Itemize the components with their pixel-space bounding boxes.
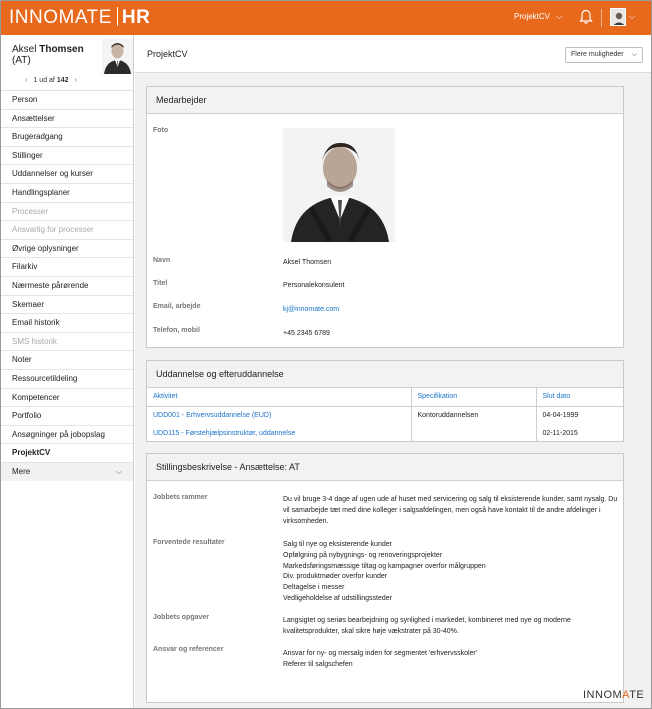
chevron-right-icon[interactable]: › — [74, 77, 77, 84]
sidebar-item-label: Skemaer — [12, 299, 45, 309]
sidebar-item-uddannelser[interactable] — [1, 165, 133, 184]
employee-card — [146, 86, 624, 348]
logo-separator — [117, 7, 118, 26]
sidebar-item-label: Email historik — [12, 318, 60, 328]
sidebar-item-label: Øvrige oplysninger — [12, 243, 79, 253]
logo-hr: HR — [121, 7, 151, 28]
footer-logo-part: INNOM — [583, 689, 623, 701]
sidebar-item-email-historik[interactable] — [1, 314, 133, 333]
sidebar-item-person[interactable] — [1, 91, 133, 110]
more-options-label: Flere muligheder — [571, 51, 624, 58]
title-value: Personalekonsulent — [283, 282, 345, 289]
sidebar — [1, 35, 134, 708]
sidebar-item-label: SMS historik — [12, 336, 57, 346]
spec-cell — [411, 424, 536, 442]
sidebar-item-portfolio[interactable] — [1, 407, 133, 426]
table-row — [147, 424, 623, 442]
column-header-activity[interactable]: Aktivitet — [147, 388, 411, 406]
sidebar-item-filarkiv[interactable] — [1, 258, 133, 277]
sidebar-item-handlingsplaner[interactable] — [1, 184, 133, 203]
job-description-card — [146, 453, 624, 703]
sidebar-item-skemaer[interactable] — [1, 296, 133, 315]
sidebar-nav — [1, 91, 133, 481]
name-value: Aksel Thomsen — [283, 259, 332, 266]
education-card-heading: Uddannelse og efteruddannelse — [147, 361, 623, 388]
footer-logo-part: TE — [629, 689, 645, 701]
sidebar-item-ansoegninger[interactable] — [1, 426, 133, 445]
sidebar-item-label: Stillinger — [12, 150, 43, 160]
bell-icon[interactable] — [579, 9, 593, 25]
main-header — [135, 35, 651, 73]
list-item: Salg til nye og eksisterende kunder — [283, 541, 392, 548]
sidebar-item-brugeradgang[interactable] — [1, 128, 133, 147]
sidebar-item-oevrige-oplysninger[interactable] — [1, 240, 133, 259]
page-title: ProjektCV — [147, 49, 188, 59]
chevron-down-icon: ⌵ — [556, 12, 563, 21]
title-label: Titel — [153, 280, 168, 287]
app-logo[interactable] — [9, 6, 150, 30]
column-header-specification[interactable]: Specifikation — [411, 388, 536, 406]
table-row — [147, 406, 623, 424]
sidebar-item-ansaettelser[interactable] — [1, 110, 133, 129]
name-label: Navn — [153, 257, 171, 264]
chevron-left-icon[interactable]: ‹ — [25, 77, 28, 84]
sidebar-item-label: Ansvarlig for processer — [12, 225, 94, 235]
initials: (AT) — [12, 55, 31, 66]
sidebar-item-kompetencer[interactable] — [1, 389, 133, 408]
sidebar-item-label: Uddannelser og kurser — [12, 169, 93, 179]
top-divider — [601, 9, 602, 27]
responsibility-label: Ansvar og referencer — [153, 646, 224, 653]
results-list — [283, 540, 621, 605]
activity-link[interactable]: UDD115 - Førstehjælpsinstruktør, uddannelse — [153, 429, 296, 437]
user-avatar[interactable] — [610, 8, 626, 26]
list-item: Deltagelse i messer — [283, 584, 345, 592]
first-name: Aksel — [12, 44, 37, 55]
pager-text: 1 ud af — [33, 77, 55, 84]
footer-logo — [583, 689, 644, 701]
education-card — [146, 360, 624, 442]
tasks-label: Jobbets opgaver — [153, 614, 210, 621]
sidebar-item-label: Kompetencer — [12, 392, 60, 402]
sidebar-item-ressourcetildeling[interactable] — [1, 370, 133, 389]
sidebar-item-label: Ressourcetildeling — [12, 373, 78, 383]
sidebar-item-label: Nærmeste pårørende — [12, 280, 89, 290]
top-menu-dropdown[interactable] — [514, 12, 562, 22]
list-item: Ansvar for ny- og mersalg inden for segmentet 'erhvervsskoler' — [283, 650, 478, 657]
list-item: Markedsføringsmæssige tiltag og kampagner overfor målgruppen — [283, 562, 486, 570]
spec-cell: Kontoruddannelsen — [411, 406, 536, 424]
results-label: Forventede resultater — [153, 539, 225, 546]
sidebar-item-projektcv[interactable] — [1, 444, 133, 463]
profile-header — [1, 35, 133, 91]
chevron-down-icon: ⌵ — [631, 51, 637, 58]
employee-photo — [283, 128, 395, 242]
sidebar-item-label: Person — [12, 95, 38, 104]
logo-wordmark: INNOMATE — [9, 7, 112, 28]
end-date-cell: 02-11-2015 — [536, 424, 623, 442]
sidebar-item-label: Noter — [12, 355, 32, 365]
sidebar-item-processer — [1, 203, 133, 222]
footer-logo-accent: A — [622, 689, 630, 701]
sidebar-item-naermeste-paaroerende[interactable] — [1, 277, 133, 296]
framework-text: Du vil bruge 3-4 dage af ugen ude af huset med servicering og salg til eksisterende kunder, samt nysalg. Du vil samarbejde tæt med dine kolleger i salgsafdelingen, men også have kontakt til de andre afdelinger i virksomheden. — [283, 496, 618, 525]
pager-total: 142 — [56, 77, 69, 84]
phone-value: +45 2345 6789 — [283, 330, 330, 337]
list-item: Vedligeholdelse af udstillingssteder — [283, 594, 392, 602]
more-options-button[interactable] — [565, 47, 643, 63]
sidebar-item-label: Brugeradgang — [12, 132, 63, 142]
responsibility-list — [283, 649, 621, 671]
chevron-down-icon: ⌵ — [115, 466, 122, 476]
sidebar-item-stillinger[interactable] — [1, 147, 133, 166]
email-label: Email, arbejde — [153, 303, 201, 310]
list-item: Div. produktmøder overfor kunder — [283, 573, 388, 581]
sidebar-item-label: Portfolio — [12, 411, 42, 421]
sidebar-item-mere[interactable] — [1, 463, 133, 482]
list-item: Opfølgning på nybygnings- og renoveringsprojekter — [283, 551, 443, 559]
top-menu-label: ProjektCV — [514, 12, 551, 21]
sidebar-item-label: Processer — [12, 206, 49, 216]
sidebar-item-sms-historik — [1, 333, 133, 352]
table-header-row — [147, 388, 623, 406]
sidebar-item-noter[interactable] — [1, 351, 133, 370]
email-link[interactable]: kj@innomate.com — [283, 306, 340, 313]
record-pager — [1, 77, 101, 84]
photo-label: Foto — [153, 127, 169, 134]
end-date-cell: 04-04-1999 — [536, 406, 623, 424]
last-name: Thomsen — [39, 44, 84, 55]
chevron-down-icon[interactable]: ⌵ — [629, 12, 636, 21]
list-item: Referer til salgschefen — [283, 660, 353, 668]
activity-link[interactable]: UDD001 - Erhvervsuddannelse (EUD) — [153, 411, 272, 419]
phone-label: Telefon, mobil — [153, 327, 200, 334]
top-bar — [1, 1, 651, 35]
sidebar-item-label: Filarkiv — [12, 262, 38, 272]
column-header-end-date[interactable]: Slut dato — [536, 388, 623, 406]
sidebar-item-label: Ansøgninger på jobopslag — [12, 429, 105, 439]
framework-label: Jobbets rammer — [153, 494, 208, 501]
sidebar-item-label: ProjektCV — [12, 448, 51, 458]
sidebar-item-ansvarlig-processer — [1, 221, 133, 240]
main-content — [135, 35, 651, 708]
employee-name — [12, 44, 84, 66]
profile-photo — [102, 39, 133, 74]
tasks-text: Langsigtet og seriøs bearbejdning og synlighed i markedet, kombineret med nye og moderne kvalitetsprodukter, skal sikre høje vækstrater på 30-40%. — [283, 617, 571, 635]
education-table — [147, 388, 623, 442]
job-card-heading: Stillingsbeskrivelse - Ansættelse: AT — [147, 454, 623, 481]
employee-card-heading: Medarbejder — [147, 87, 623, 114]
sidebar-item-label: Handlingsplaner — [12, 187, 70, 197]
sidebar-item-label: Mere — [12, 466, 31, 476]
sidebar-item-label: Ansættelser — [12, 113, 55, 123]
